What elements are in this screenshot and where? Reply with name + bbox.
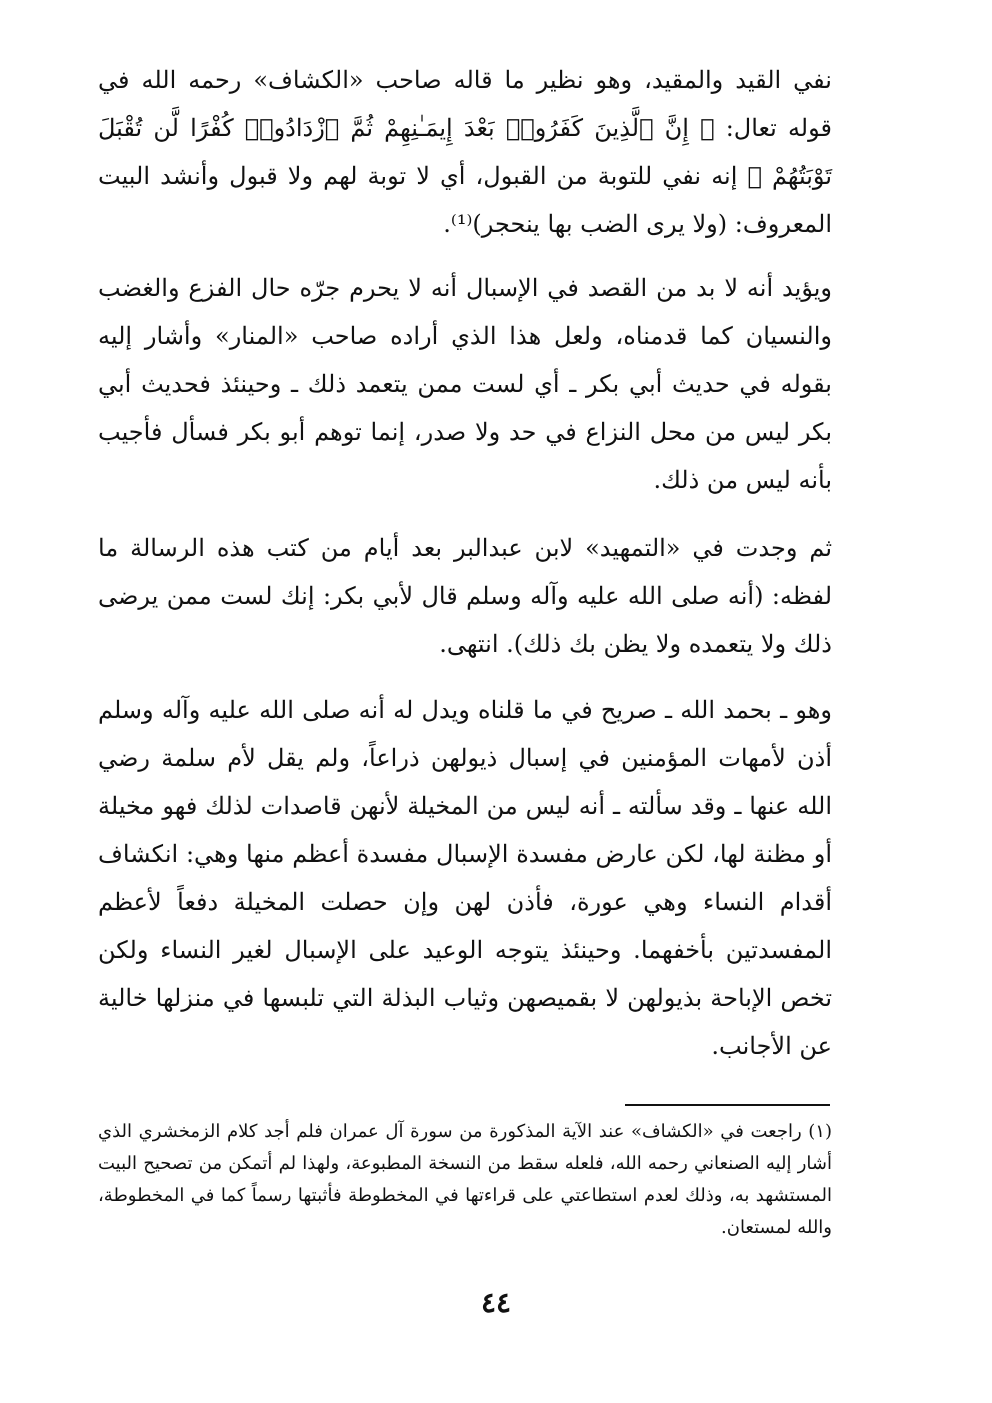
paragraph-4: وهو ـ بحمد الله ـ صريح في ما قلناه ويدل له أنه صلى الله عليه وآله وسلم أذن لأمهات المؤمنين في إسبال ذيولهن ذراعاً، ولم يقل لأم سلمة رضي الله عنها ـ وقد سألته ـ أنه ليس من المخيلة لأنهن قاصدات لذلك فهو مخيلة أو مظنة لها، لكن عارض مفسدة الإسبال مفسدة أعظم منها وهي: انكشاف أقدام النساء وهي عورة، فأذن لهن وإن حصلت المخيلة دفعاً لأعظم المفسدتين بأخفهما. وحينئذ يتوجه الوعيد على الإسبال لغير النساء ولكن تخص الإباحة بذيولهن لا بقميصهن وثياب البذلة التي تلبسها في منزلها خالية عن الأجانب. [98, 696, 832, 1060]
paragraph-1: نفي القيد والمقيد، وهو نظير ما قاله صاحب «الكشاف» رحمه الله في قوله تعال: ﴿ إِنَّ ٱلَّذِينَ كَفَرُوا۟ بَعْدَ إِيمَـٰنِهِمْ ثُمَّ ٱزْدَادُوا۟ كُفْرًا لَّن تُقْبَلَ تَوْبَتُهُمْ ﴾ إنه نفي للتوبة من القبول، أي لا توبة لهم ولا قبول وأنشد البيت المعروف: (ولا يرى الضب بها ينحجر)⁽¹⁾. [98, 66, 832, 238]
paragraph-3: ثم وجدت في «التمهيد» لابن عبدالبر بعد أيام من كتب هذه الرسالة ما لفظه: (أنه صلى الله عليه وآله وسلم قال لأبي بكر: إنك لست ممن يرضى ذلك ولا يتعمده ولا يظن بك ذلك). انتهى. [98, 534, 833, 658]
footnote-separator [625, 1104, 830, 1106]
page-number: ٤٤ [480, 1286, 512, 1319]
footnote: (١) راجعت في «الكشاف» عند الآية المذكورة من سورة آل عمران فلم أجد كلام الزمخشري الذي أشار إليه الصنعاني رحمه الله، فلعله سقط من النسخة المطبوعة، ولهذا لم أتمكن من تصحيح البيت المستشهد به، وذلك لعدم استطاعتي على قراءتها في المخطوطة فأثبتها رسماً كما في المخطوطة، والله لمستعان. [98, 1121, 832, 1238]
paragraph-2: ويؤيد أنه لا بد من القصد في الإسبال أنه لا يحرم جرّه حال الفزع والغضب والنسيان كما قدمناه، ولعل هذا الذي أراده صاحب «المنار» وأشار إليه بقوله في حديث أبي بكر ـ أي لست ممن يتعمد ذلك ـ وحينئذ فحديث أبي بكر ليس من محل النزاع في حد ولا صدر، إنما توهم أبو بكر فسأل فأجيب بأنه ليس من ذلك. [98, 274, 832, 494]
